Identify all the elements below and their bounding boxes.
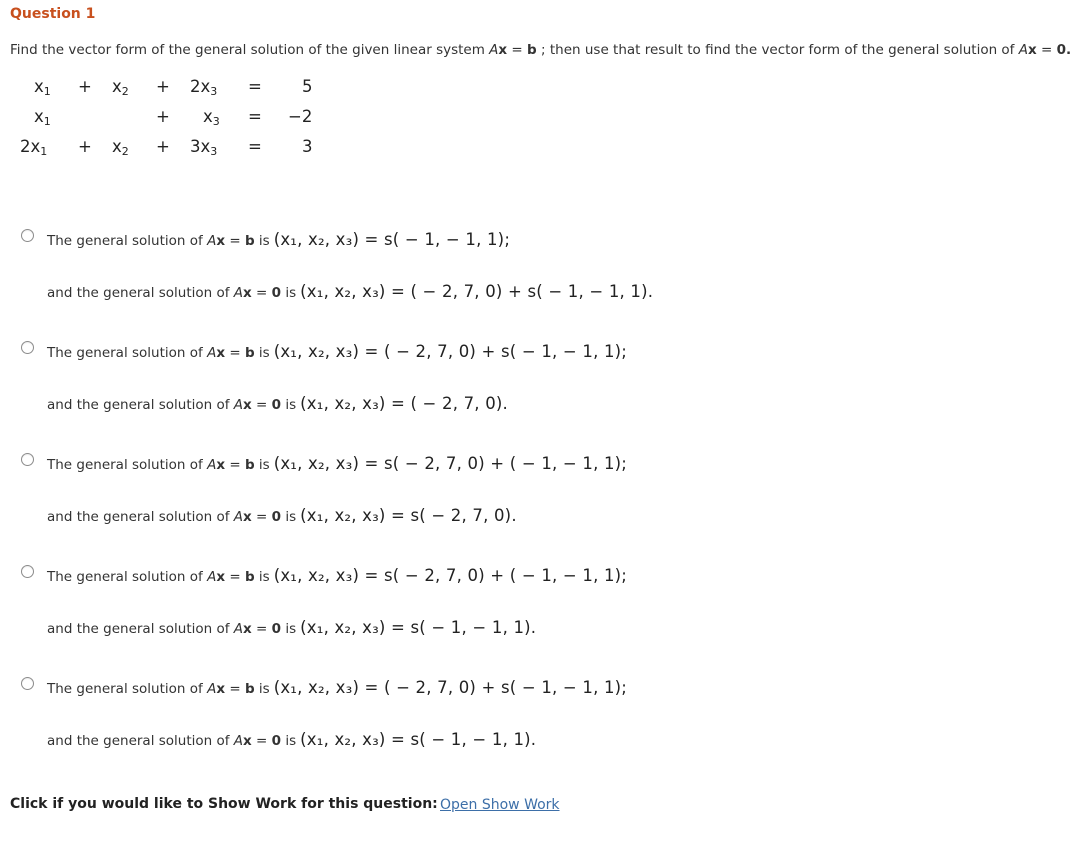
system-rhs: 5 <box>302 77 313 96</box>
option-1-radio[interactable] <box>21 229 34 242</box>
option-1-line-b: The general solution of Ax = b is (x₁, x₂, x₃) = s( − 1, − 1, 1); <box>47 230 511 249</box>
system-equals: = <box>248 107 262 126</box>
system-term: $2x_3$ <box>190 77 218 98</box>
option-5-radio[interactable] <box>21 677 34 690</box>
option-2-zero-solution: (x₁, x₂, x₃) = ( − 2, 7, 0). <box>300 394 508 413</box>
option-5-zero-solution: (x₁, x₂, x₃) = s( − 1, − 1, 1). <box>300 730 537 749</box>
option-4-radio[interactable] <box>21 565 34 578</box>
option-1-zero-solution: (x₁, x₂, x₃) = ( − 2, 7, 0) + s( − 1, − 1, 1). <box>300 282 654 301</box>
prompt-matrix-a-2: A <box>1018 42 1028 58</box>
system-operator: + <box>156 77 170 96</box>
option-3-radio[interactable] <box>21 453 34 466</box>
system-term: $x_2$ <box>112 137 129 158</box>
system-operator: + <box>156 137 170 156</box>
prompt-equals: = <box>507 42 528 58</box>
prompt-zero-vector: 0. <box>1056 42 1072 58</box>
system-term: $x_1$ <box>34 77 51 98</box>
option-2-radio[interactable] <box>21 341 34 354</box>
option-5-b-solution: (x₁, x₂, x₃) = ( − 2, 7, 0) + s( − 1, − 1, 1); <box>273 678 628 697</box>
open-show-work-link[interactable]: Open Show Work <box>440 797 560 813</box>
prompt-vector-x: x <box>498 42 508 58</box>
option-3-line-b: The general solution of Ax = b is (x₁, x₂, x₃) = s( − 2, 7, 0) + ( − 1, − 1, 1); <box>47 454 628 473</box>
option-2-b-solution: (x₁, x₂, x₃) = ( − 2, 7, 0) + s( − 1, − 1, 1); <box>273 342 628 361</box>
prompt-vector-x-2: x <box>1027 42 1037 58</box>
system-term: $x_3$ <box>203 107 220 128</box>
system-row-3 <box>0 137 340 161</box>
option-4-line-zero: and the general solution of Ax = 0 is (x₁, x₂, x₃) = s( − 1, − 1, 1). <box>47 618 537 637</box>
option-5-line-zero: and the general solution of Ax = 0 is (x₁, x₂, x₃) = s( − 1, − 1, 1). <box>47 730 537 749</box>
system-term: $x_2$ <box>112 77 129 98</box>
system-term: $x_1$ <box>34 107 51 128</box>
option-1-line-zero: and the general solution of Ax = 0 is (x₁, x₂, x₃) = ( − 2, 7, 0) + s( − 1, − 1, 1). <box>47 282 654 301</box>
prompt-text-a: Find the vector form of the general solution of the given linear system <box>10 42 490 58</box>
system-operator: + <box>156 107 170 126</box>
option-3-zero-solution: (x₁, x₂, x₃) = s( − 2, 7, 0). <box>300 506 517 525</box>
system-row-1 <box>0 77 340 101</box>
show-work-label: Click if you would like to Show Work for this question: <box>10 796 438 812</box>
system-rhs: 3 <box>302 137 313 156</box>
question-title: Question 1 <box>10 6 96 22</box>
prompt-matrix-a: A <box>489 42 499 58</box>
system-term: $2x_1$ <box>20 137 48 158</box>
system-row-2 <box>0 107 340 131</box>
option-5-line-b: The general solution of Ax = b is (x₁, x₂, x₃) = ( − 2, 7, 0) + s( − 1, − 1, 1); <box>47 678 628 697</box>
option-3-b-solution: (x₁, x₂, x₃) = s( − 2, 7, 0) + ( − 1, − 1, 1); <box>273 454 628 473</box>
option-4-line-b: The general solution of Ax = b is (x₁, x₂, x₃) = s( − 2, 7, 0) + ( − 1, − 1, 1); <box>47 566 628 585</box>
prompt-vector-b: b <box>527 42 537 58</box>
option-2-line-zero: and the general solution of Ax = 0 is (x₁, x₂, x₃) = ( − 2, 7, 0). <box>47 394 508 413</box>
system-equals: = <box>248 137 262 156</box>
option-4-zero-solution: (x₁, x₂, x₃) = s( − 1, − 1, 1). <box>300 618 537 637</box>
question-prompt <box>10 42 1071 58</box>
option-3-line-zero: and the general solution of Ax = 0 is (x₁, x₂, x₃) = s( − 2, 7, 0). <box>47 506 517 525</box>
option-2-line-b: The general solution of Ax = b is (x₁, x₂, x₃) = ( − 2, 7, 0) + s( − 1, − 1, 1); <box>47 342 628 361</box>
system-operator: + <box>78 137 92 156</box>
prompt-equals-2: = <box>1036 42 1057 58</box>
system-operator: + <box>78 77 92 96</box>
system-term: $3x_3$ <box>190 137 218 158</box>
option-1-b-solution: (x₁, x₂, x₃) = s( − 1, − 1, 1); <box>273 230 511 249</box>
option-4-b-solution: (x₁, x₂, x₃) = s( − 2, 7, 0) + ( − 1, − 1, 1); <box>273 566 628 585</box>
system-equals: = <box>248 77 262 96</box>
prompt-text-b: ; then use that result to find the vector form of the general solution of <box>536 42 1019 58</box>
system-rhs: −2 <box>288 107 313 126</box>
